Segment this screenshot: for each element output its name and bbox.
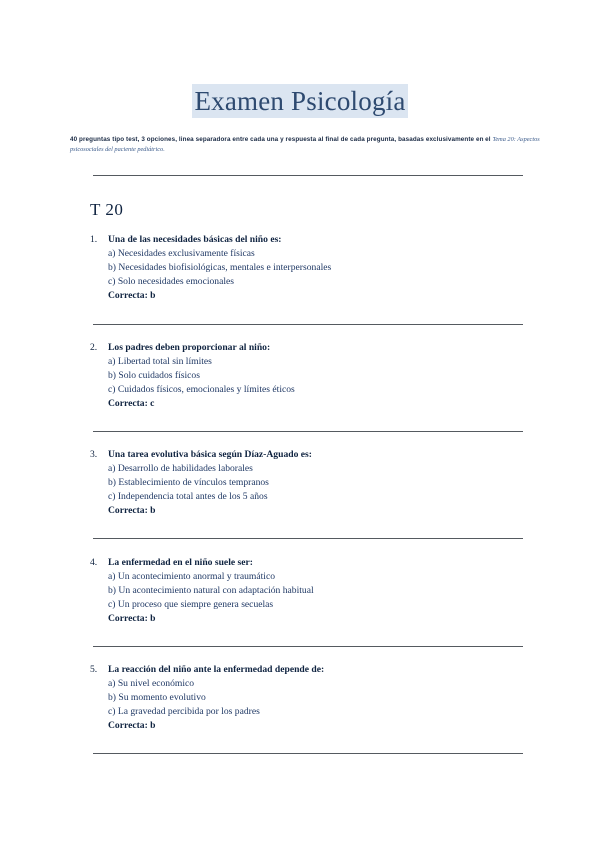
instructions-topic: Tema 20: Aspectos psicosociales del paciente pediátrico. [70,136,540,153]
option-b: b) Necesidades biofisiológicas, mentales e interpersonales [108,262,332,273]
option-c: c) La gravedad percibida por los padres [108,706,260,717]
option-a: a) Un acontecimiento anormal y traumático [108,571,276,582]
page-title: Examen Psicología [194,86,406,116]
question-number: 5. [90,664,98,675]
question-number: 3. [90,449,98,460]
question-item [90,448,530,518]
option-c: c) Un proceso que siempre genera secuelas [108,599,274,610]
question-text: Una de las necesidades básicas del niño es: [108,234,282,245]
instructions-main: 40 preguntas tipo test, 3 opciones, linea separadora entre cada una y respuesta al final de cada pregunta, basadas exclusivamente en [70,136,484,143]
correct-answer: Correcta: b [108,505,156,516]
section-heading: T 20 [90,200,124,219]
correct-answer: Correcta: b [108,290,156,301]
question-item [90,341,530,411]
option-b: b) Establecimiento de vínculos tempranos [108,477,269,488]
correct-answer: Correcta: b [108,613,156,624]
divider-line [93,753,523,754]
option-a: a) Necesidades exclusivamente físicas [108,248,255,259]
question-number: 4. [90,557,98,568]
divider-line [93,324,523,325]
option-b: b) Solo cuidados físicos [108,370,200,381]
option-b: b) Un acontecimiento natural con adaptación habitual [108,585,314,596]
option-a: a) Desarrollo de habilidades laborales [108,463,253,474]
correct-answer: Correcta: b [108,720,156,731]
question-number: 1. [90,234,98,245]
instructions [70,135,540,155]
question-number: 2. [90,342,98,353]
option-c: c) Solo necesidades emocionales [108,276,235,287]
divider-line [93,646,523,647]
question-text: Una tarea evolutiva básica según Díaz-Aguado es: [108,449,312,460]
title-container [0,84,600,118]
correct-answer: Correcta: c [108,398,155,409]
divider-line [93,431,523,432]
question-text: Los padres deben proporcionar al niño: [108,342,271,353]
question-text: La reacción del niño ante la enfermedad depende de: [108,664,325,675]
divider-line [93,175,523,176]
instructions-topic-prefix: el [485,136,493,143]
question-item [90,233,530,303]
option-c: c) Cuidados físicos, emocionales y límites éticos [108,384,295,395]
question-item [90,556,530,626]
option-c: c) Independencia total antes de los 5 años [108,491,268,502]
option-b: b) Su momento evolutivo [108,692,206,703]
divider-line [93,538,523,539]
question-text: La enfermedad en el niño suele ser: [108,557,253,568]
question-item [90,663,530,733]
option-a: a) Su nivel económico [108,678,195,689]
option-a: a) Libertad total sin límites [108,356,212,367]
